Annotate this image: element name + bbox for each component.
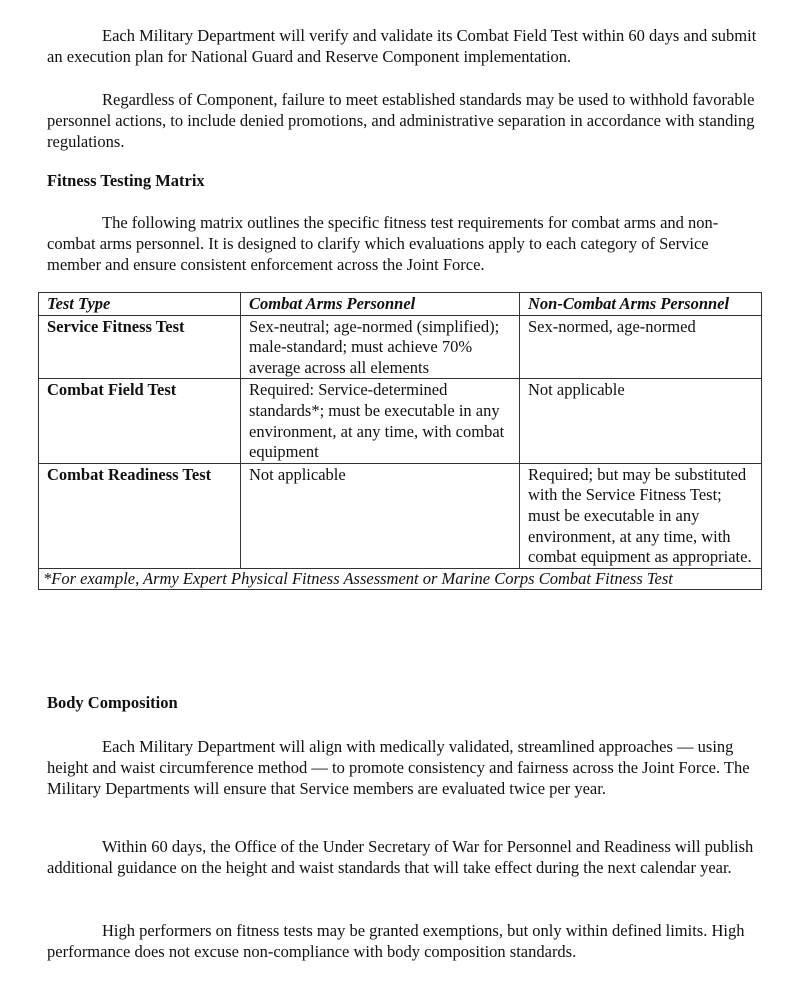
table-header-row xyxy=(39,293,762,316)
cell-combat-arms: Required: Service-determined standards*; must be executable in any environment, at any time, with combat equipment xyxy=(241,379,520,463)
cell-non-combat-arms: Sex-normed, age-normed xyxy=(520,315,762,379)
header-non-combat-arms: Non-Combat Arms Personnel xyxy=(520,293,762,316)
section-heading-fitness-testing-matrix: Fitness Testing Matrix xyxy=(47,171,205,190)
paragraph-combat-field-test-validation xyxy=(47,25,759,67)
paragraph-additional-guidance xyxy=(47,836,759,878)
cell-non-combat-arms: Required; but may be substituted with the Service Fitness Test; must be executable in any environment, at any time, with combat equipment as appropriate. xyxy=(520,463,762,568)
paragraph-failure-consequences xyxy=(47,89,759,152)
paragraph-high-performers xyxy=(47,920,759,962)
paragraph-body-composition-approach xyxy=(47,736,759,799)
header-test-type: Test Type xyxy=(39,293,241,316)
paragraph-text: Regardless of Component, failure to meet established standards may be used to withhold favorable personnel actions, to include denied promotions, and administrative separation in accordance with standing regulations. xyxy=(47,90,755,151)
paragraph-text: Each Military Department will align with medically validated, streamlined approaches — using height and waist circumference method — to promote consistency and fairness across the Joint Force. The Military Departments will ensure that Service members are evaluated twice per year. xyxy=(47,737,750,798)
section-heading-body-composition: Body Composition xyxy=(47,693,178,712)
table-row xyxy=(39,315,762,379)
table-row xyxy=(39,379,762,463)
table-footnote: *For example, Army Expert Physical Fitness Assessment or Marine Corps Combat Fitness Test xyxy=(39,568,762,590)
header-combat-arms: Combat Arms Personnel xyxy=(241,293,520,316)
paragraph-text: Each Military Department will verify and validate its Combat Field Test within 60 days and submit an execution plan for National Guard and Reserve Component implementation. xyxy=(47,26,757,66)
fitness-testing-matrix-table xyxy=(38,292,762,590)
paragraph-text: Within 60 days, the Office of the Under Secretary of War for Personnel and Readiness will publish additional guidance on the height and waist standards that will take effect during the next calendar year. xyxy=(47,837,754,877)
cell-test-type: Combat Field Test xyxy=(39,379,241,463)
paragraph-matrix-intro xyxy=(47,212,759,275)
paragraph-text: High performers on fitness tests may be granted exemptions, but only within defined limits. High performance does not excuse non-compliance with body composition standards. xyxy=(47,921,745,961)
paragraph-text: The following matrix outlines the specific fitness test requirements for combat arms and non-combat arms personnel. It is designed to clarify which evaluations apply to each category of Service member and ensure consistent enforcement across the Joint Force. xyxy=(47,213,719,274)
table-row xyxy=(39,463,762,568)
cell-non-combat-arms: Not applicable xyxy=(520,379,762,463)
cell-combat-arms: Sex-neutral; age-normed (simplified); male-standard; must achieve 70% average across all elements xyxy=(241,315,520,379)
cell-test-type: Combat Readiness Test xyxy=(39,463,241,568)
table-footnote-row xyxy=(39,568,762,590)
cell-test-type: Service Fitness Test xyxy=(39,315,241,379)
cell-combat-arms: Not applicable xyxy=(241,463,520,568)
